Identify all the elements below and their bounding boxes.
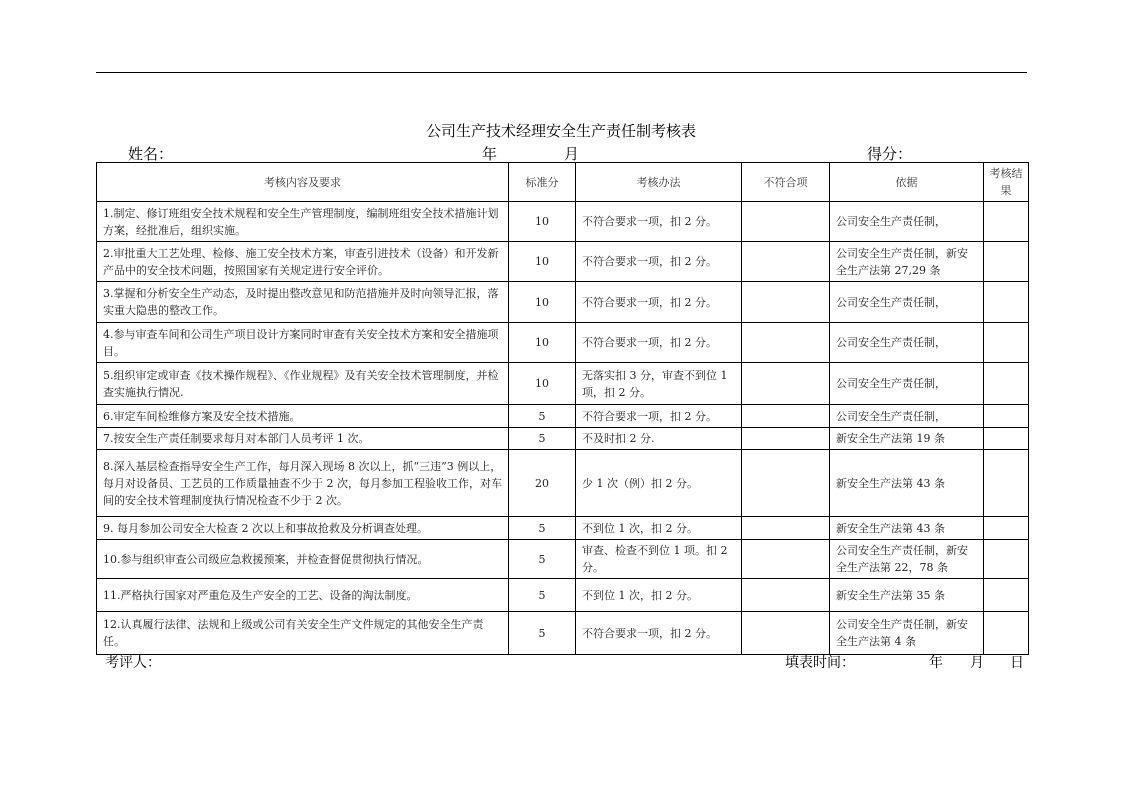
table-row bbox=[97, 282, 1029, 323]
table-row bbox=[97, 450, 1029, 517]
method-cell: 不及时扣 2 分. bbox=[576, 428, 742, 450]
basis-cell: 新安全生产法第 35 条 bbox=[830, 579, 984, 612]
standard-score-cell: 5 bbox=[509, 517, 576, 540]
basis-cell: 公司安全生产责任制， bbox=[830, 405, 984, 428]
noncompliance-cell[interactable] bbox=[742, 282, 830, 323]
content-cell: 10.参与组织审查公司级应急救援预案，并检查督促贯彻执行情况。 bbox=[97, 540, 509, 579]
header-content: 考核内容及要求 bbox=[97, 163, 509, 202]
table-row bbox=[97, 517, 1029, 540]
table-row bbox=[97, 540, 1029, 579]
standard-score-cell: 10 bbox=[509, 323, 576, 363]
noncompliance-cell[interactable] bbox=[742, 202, 830, 242]
header-basis: 依据 bbox=[830, 163, 984, 202]
method-cell: 不到位 1 次，扣 2 分。 bbox=[576, 517, 742, 540]
standard-score-cell: 5 bbox=[509, 405, 576, 428]
table-row bbox=[97, 579, 1029, 612]
basis-cell: 新安全生产法第 19 条 bbox=[830, 428, 984, 450]
noncompliance-cell[interactable] bbox=[742, 517, 830, 540]
content-cell: 5.组织审定或审查《技术操作规程》、《作业规程》及有关安全技术管理制度，并检查实施执行情况. bbox=[97, 363, 509, 405]
noncompliance-cell[interactable] bbox=[742, 450, 830, 517]
month-label: 月 bbox=[564, 145, 580, 163]
table-row bbox=[97, 242, 1029, 282]
standard-score-cell: 5 bbox=[509, 579, 576, 612]
content-cell: 1.制定、修订班组安全技术规程和安全生产管理制度，编制班组安全技术措施计划方案，经批准后，组织实施。 bbox=[97, 202, 509, 242]
basis-cell: 公司安全生产责任制， bbox=[830, 202, 984, 242]
content-cell: 11.严格执行国家对严重危及生产安全的工艺、设备的淘汰制度。 bbox=[97, 579, 509, 612]
standard-score-cell: 5 bbox=[509, 428, 576, 450]
method-cell: 不符合要求一项，扣 2 分。 bbox=[576, 323, 742, 363]
header-standard-score: 标准分 bbox=[509, 163, 576, 202]
method-cell: 不符合要求一项，扣 2 分。 bbox=[576, 202, 742, 242]
content-cell: 12.认真履行法律、法规和上级或公司有关安全生产文件规定的其他安全生产责任。 bbox=[97, 612, 509, 655]
fill-month-label: 月 bbox=[970, 655, 984, 671]
noncompliance-cell[interactable] bbox=[742, 428, 830, 450]
noncompliance-cell[interactable] bbox=[742, 579, 830, 612]
header-noncompliance: 不符合项 bbox=[742, 163, 830, 202]
standard-score-cell: 10 bbox=[509, 202, 576, 242]
table-row bbox=[97, 428, 1029, 450]
noncompliance-cell[interactable] bbox=[742, 612, 830, 655]
year-label: 年 bbox=[482, 145, 498, 163]
method-cell: 不符合要求一项，扣 2 分。 bbox=[576, 612, 742, 655]
result-cell[interactable] bbox=[984, 428, 1029, 450]
noncompliance-cell[interactable] bbox=[742, 363, 830, 405]
basis-cell: 新安全生产法第 43 条 bbox=[830, 517, 984, 540]
table-row bbox=[97, 405, 1029, 428]
header-method: 考核办法 bbox=[576, 163, 742, 202]
basis-cell: 公司安全生产责任制， bbox=[830, 323, 984, 363]
standard-score-cell: 10 bbox=[509, 282, 576, 323]
table-row bbox=[97, 323, 1029, 363]
score-label: 得分： bbox=[867, 145, 913, 163]
method-cell: 无落实扣 3 分，审查不到位 1 项，扣 2 分。 bbox=[576, 363, 742, 405]
basis-cell: 公司安全生产责任制，新安全生产法第 22，78 条 bbox=[830, 540, 984, 579]
table-header-row bbox=[97, 163, 1029, 202]
content-cell: 9. 每月参加公司安全大检查 2 次以上和事故抢救及分析调查处理。 bbox=[97, 517, 509, 540]
assessment-table bbox=[96, 162, 1029, 655]
noncompliance-cell[interactable] bbox=[742, 540, 830, 579]
result-cell[interactable] bbox=[984, 405, 1029, 428]
reviewer-label: 考评人： bbox=[105, 655, 161, 671]
method-cell: 审查、检查不到位 1 项。扣 2 分。 bbox=[576, 540, 742, 579]
header-rule bbox=[96, 72, 1027, 73]
result-cell[interactable] bbox=[984, 323, 1029, 363]
result-cell[interactable] bbox=[984, 363, 1029, 405]
standard-score-cell: 5 bbox=[509, 540, 576, 579]
method-cell: 不到位 1 次，扣 2 分。 bbox=[576, 579, 742, 612]
content-cell: 3.掌握和分析安全生产动态，及时提出整改意见和防范措施并及时向领导汇报，落实重大隐患的整改工作。 bbox=[97, 282, 509, 323]
method-cell: 不符合要求一项，扣 2 分。 bbox=[576, 242, 742, 282]
method-cell: 不符合要求一项，扣 2 分。 bbox=[576, 405, 742, 428]
content-cell: 6.审定车间检维修方案及安全技术措施。 bbox=[97, 405, 509, 428]
result-cell[interactable] bbox=[984, 282, 1029, 323]
result-cell[interactable] bbox=[984, 450, 1029, 517]
table-row bbox=[97, 363, 1029, 405]
basis-cell: 公司安全生产责任制，新安全生产法第 27,29 条 bbox=[830, 242, 984, 282]
standard-score-cell: 5 bbox=[509, 612, 576, 655]
noncompliance-cell[interactable] bbox=[742, 405, 830, 428]
name-label: 姓名： bbox=[128, 145, 174, 163]
result-cell[interactable] bbox=[984, 517, 1029, 540]
basis-cell: 公司安全生产责任制， bbox=[830, 282, 984, 323]
document-title: 公司生产技术经理安全生产责任制考核表 bbox=[425, 122, 696, 140]
basis-cell: 公司安全生产责任制， bbox=[830, 363, 984, 405]
content-cell: 8.深入基层检查指导安全生产工作，每月深入现场 8 次以上，抓“三违”3 例以上，每月对设备员、工艺员的工作质量抽查不少于 2 次，每月参加工程验收工作，对车间的安全技术管理制度执行情况检查不少于 2 次。 bbox=[97, 450, 509, 517]
table-row bbox=[97, 612, 1029, 655]
result-cell[interactable] bbox=[984, 540, 1029, 579]
standard-score-cell: 10 bbox=[509, 363, 576, 405]
noncompliance-cell[interactable] bbox=[742, 242, 830, 282]
result-cell[interactable] bbox=[984, 202, 1029, 242]
header-result: 考核结果 bbox=[984, 163, 1029, 202]
fill-year-label: 年 bbox=[929, 655, 943, 671]
noncompliance-cell[interactable] bbox=[742, 323, 830, 363]
result-cell[interactable] bbox=[984, 242, 1029, 282]
method-cell: 不符合要求一项，扣 2 分。 bbox=[576, 282, 742, 323]
result-cell[interactable] bbox=[984, 612, 1029, 655]
result-cell[interactable] bbox=[984, 579, 1029, 612]
standard-score-cell: 20 bbox=[509, 450, 576, 517]
method-cell: 少 1 次（例）扣 2 分。 bbox=[576, 450, 742, 517]
basis-cell: 公司安全生产责任制，新安全生产法第 4 条 bbox=[830, 612, 984, 655]
basis-cell: 新安全生产法第 43 条 bbox=[830, 450, 984, 517]
content-cell: 4.参与审查车间和公司生产项目设计方案同时审查有关安全技术方案和安全措施项目。 bbox=[97, 323, 509, 363]
content-cell: 2.审批重大工艺处理、检修、施工安全技术方案，审查引进技术（设备）和开发新产品中的安全技术问题，按照国家有关规定进行安全评价。 bbox=[97, 242, 509, 282]
standard-score-cell: 10 bbox=[509, 242, 576, 282]
content-cell: 7.按安全生产责任制要求每月对本部门人员考评 1 次。 bbox=[97, 428, 509, 450]
fill-time-label: 填表时间： bbox=[785, 655, 855, 671]
table-row bbox=[97, 202, 1029, 242]
fill-day-label: 日 bbox=[1010, 655, 1024, 671]
